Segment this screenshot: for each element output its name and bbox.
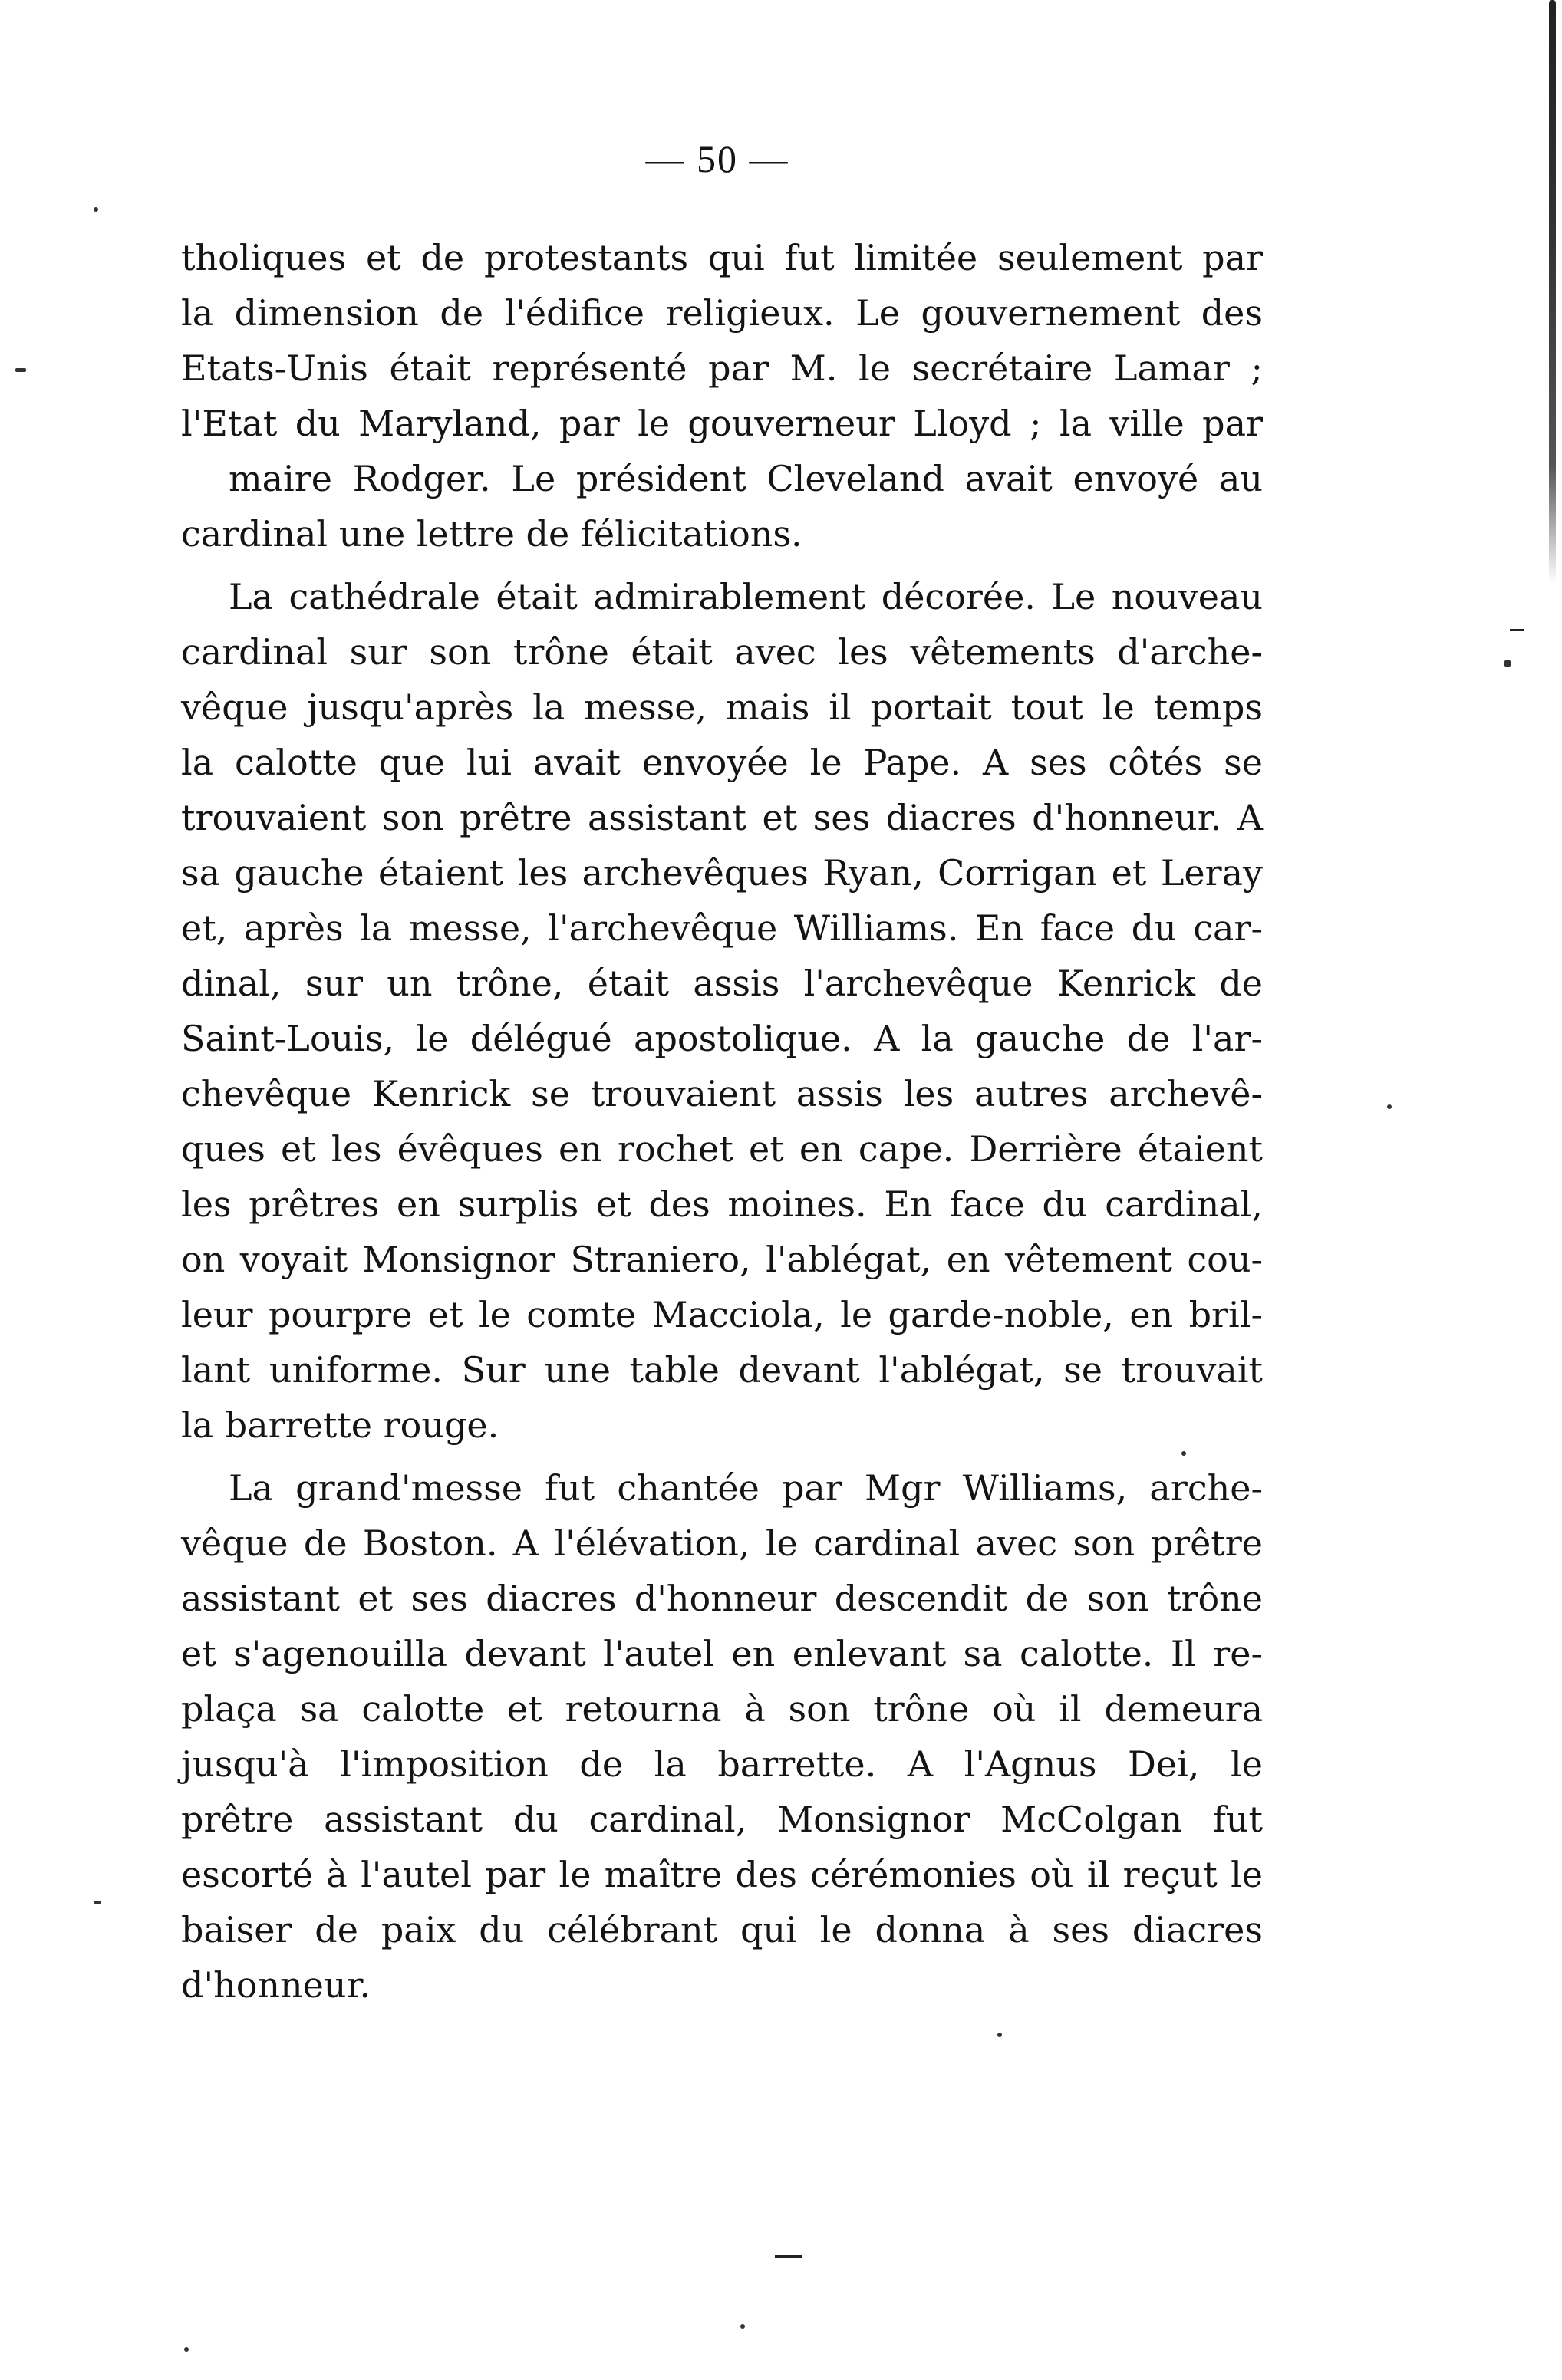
text-line: jusqu'à l'imposition de la barrette. A l'Agnus Dei, le [181,1743,1263,1785]
text-line: escorté à l'autel par le maître des cérémonies où il reçut le [181,1854,1263,1895]
text-line: trouvaient son prêtre assistant et ses diacres d'honneur. A [181,797,1263,838]
text-line: La grand'messe fut chantée par Mgr Williams, arche- [229,1467,1263,1509]
text-line: cardinal sur son trône était avec les vêtements d'arche- [181,631,1263,673]
text-line: lant uniforme. Sur une table devant l'ablégat, se trouvait [181,1349,1263,1391]
scan-speck [1181,1451,1186,1456]
text-line: dinal, sur un trône, était assis l'archevêque Kenrick de [181,963,1263,1004]
scan-dash [775,2255,802,2258]
scan-speck [740,2324,745,2329]
text-line: chevêque Kenrick se trouvaient assis les autres archevê- [181,1073,1263,1114]
body-text [181,230,1263,2013]
text-line: l'Etat du Maryland, par le gouverneur Lloyd ; la ville par [181,403,1263,444]
text-line: leur pourpre et le comte Macciola, le garde-noble, en bril- [181,1294,1263,1335]
text-line: on voyait Monsignor Straniero, l'ablégat, en vêtement cou- [181,1239,1263,1280]
text-line: vêque de Boston. A l'élévation, le cardinal avec son prêtre [181,1522,1263,1564]
text-line: d'honneur. [181,1964,371,2006]
text-line: la dimension de l'édifice religieux. Le gouvernement des [181,292,1263,334]
text-line: ques et les évêques en rochet et en cape. Derrière étaient [181,1128,1263,1170]
binding-shadow-bar [1549,0,1556,583]
page-number: — 50 — [645,137,789,180]
scan-speck [94,207,98,212]
text-line: les prêtres en surplis et des moines. En face du cardinal, [181,1183,1263,1225]
text-line: et s'agenouilla devant l'autel en enlevant sa calotte. Il re- [181,1633,1263,1674]
text-line: cardinal une lettre de félicitations. [181,513,802,555]
text-line: Saint-Louis, le délégué apostolique. A la gauche de l'ar- [181,1018,1263,1059]
text-line: vêque jusqu'après la messe, mais il portait tout le temps [181,686,1263,728]
text-line: plaça sa calotte et retourna à son trône où il demeura [181,1688,1263,1730]
text-line: baiser de paix du célébrant qui le donna à ses diacres [181,1909,1263,1950]
text-line: la calotte que lui avait envoyée le Pape. A ses côtés se [181,742,1263,783]
text-line: sa gauche étaient les archevêques Ryan, Corrigan et Leray [181,852,1263,894]
text-line: assistant et ses diacres d'honneur descendit de son trône [181,1578,1263,1619]
scan-speck [184,2347,189,2352]
scan-speck [15,368,26,372]
scan-speck [1387,1104,1392,1109]
text-line: tholiques et de protestants qui fut limitée seulement par [181,237,1263,278]
scan-speck [997,2033,1002,2037]
scan-speck [94,1901,101,1904]
binding-shadow [1531,0,1562,598]
scan-speck [1504,660,1511,667]
scan-dash [1510,629,1524,631]
text-line: maire Rodger. Le président Cleveland avait envoyé au [229,458,1263,499]
text-line: prêtre assistant du cardinal, Monsignor McColgan fut [181,1799,1263,1840]
text-line: Etats-Unis était représenté par M. le secrétaire Lamar ; [181,347,1263,389]
text-line: et, après la messe, l'archevêque Williams. En face du car- [181,907,1263,949]
text-line: La cathédrale était admirablement décorée. Le nouveau [229,576,1263,617]
text-line: la barrette rouge. [181,1404,499,1446]
